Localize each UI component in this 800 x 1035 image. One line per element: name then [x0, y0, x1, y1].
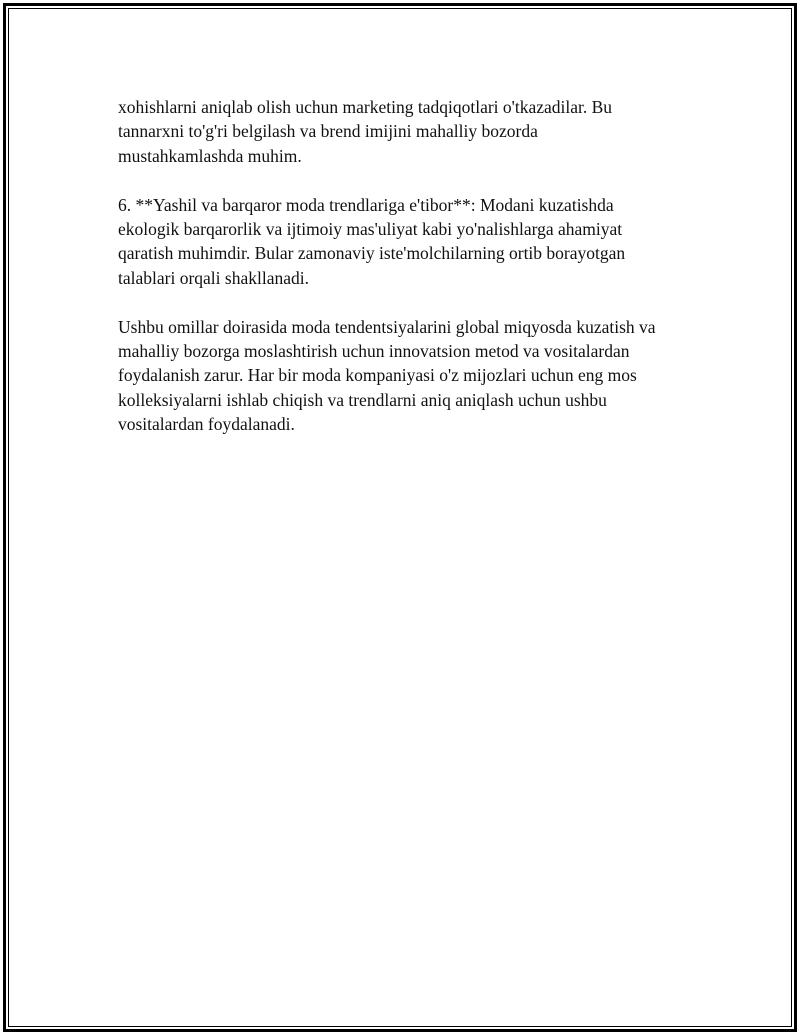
paragraph-green-fashion-trends — [118, 193, 708, 291]
paragraph-marketing-research — [118, 95, 708, 168]
text-line: xohishlarni aniqlab olish uchun marketing tadqiqotlari o'tkazadilar. Bu — [118, 97, 613, 117]
paragraph-conclusion — [118, 315, 708, 437]
text-line: kolleksiyalarni ishlab chiqish va trendlarni aniq aniqlash uchun ushbu — [118, 389, 607, 410]
text-line: qaratish muhimdir. Bular zamonaviy iste'molchilarning ortib borayotgan — [118, 243, 626, 264]
text-line: vositalardan foydalanadi. — [118, 414, 295, 435]
text-line: Ushbu omillar doirasida moda tendentsiyalarini global miqyosda kuzatish va — [118, 316, 656, 337]
document-body — [118, 95, 708, 461]
text-line: tannarxni to'g'ri belgilash va brend imijini mahalliy bozorda — [118, 121, 538, 142]
text-line: 6. **Yashil va barqaror moda trendlariga e'tibor**: Modani kuzatishda — [118, 194, 614, 215]
text-line: talablari orqali shakllanadi. — [118, 267, 309, 288]
text-line: foydalanish zarur. Har bir moda kompaniyasi o'z mijozlari uchun eng mos — [118, 365, 637, 386]
page-border — [3, 3, 797, 1032]
text-line: ekologik barqarorlik va ijtimoiy mas'uliyat kabi yo'nalishlarga ahamiyat — [118, 219, 623, 240]
text-line: mustahkamlashda muhim. — [118, 145, 302, 166]
text-line: mahalliy bozorga moslashtirish uchun innovatsion metod va vositalardan — [118, 341, 630, 362]
